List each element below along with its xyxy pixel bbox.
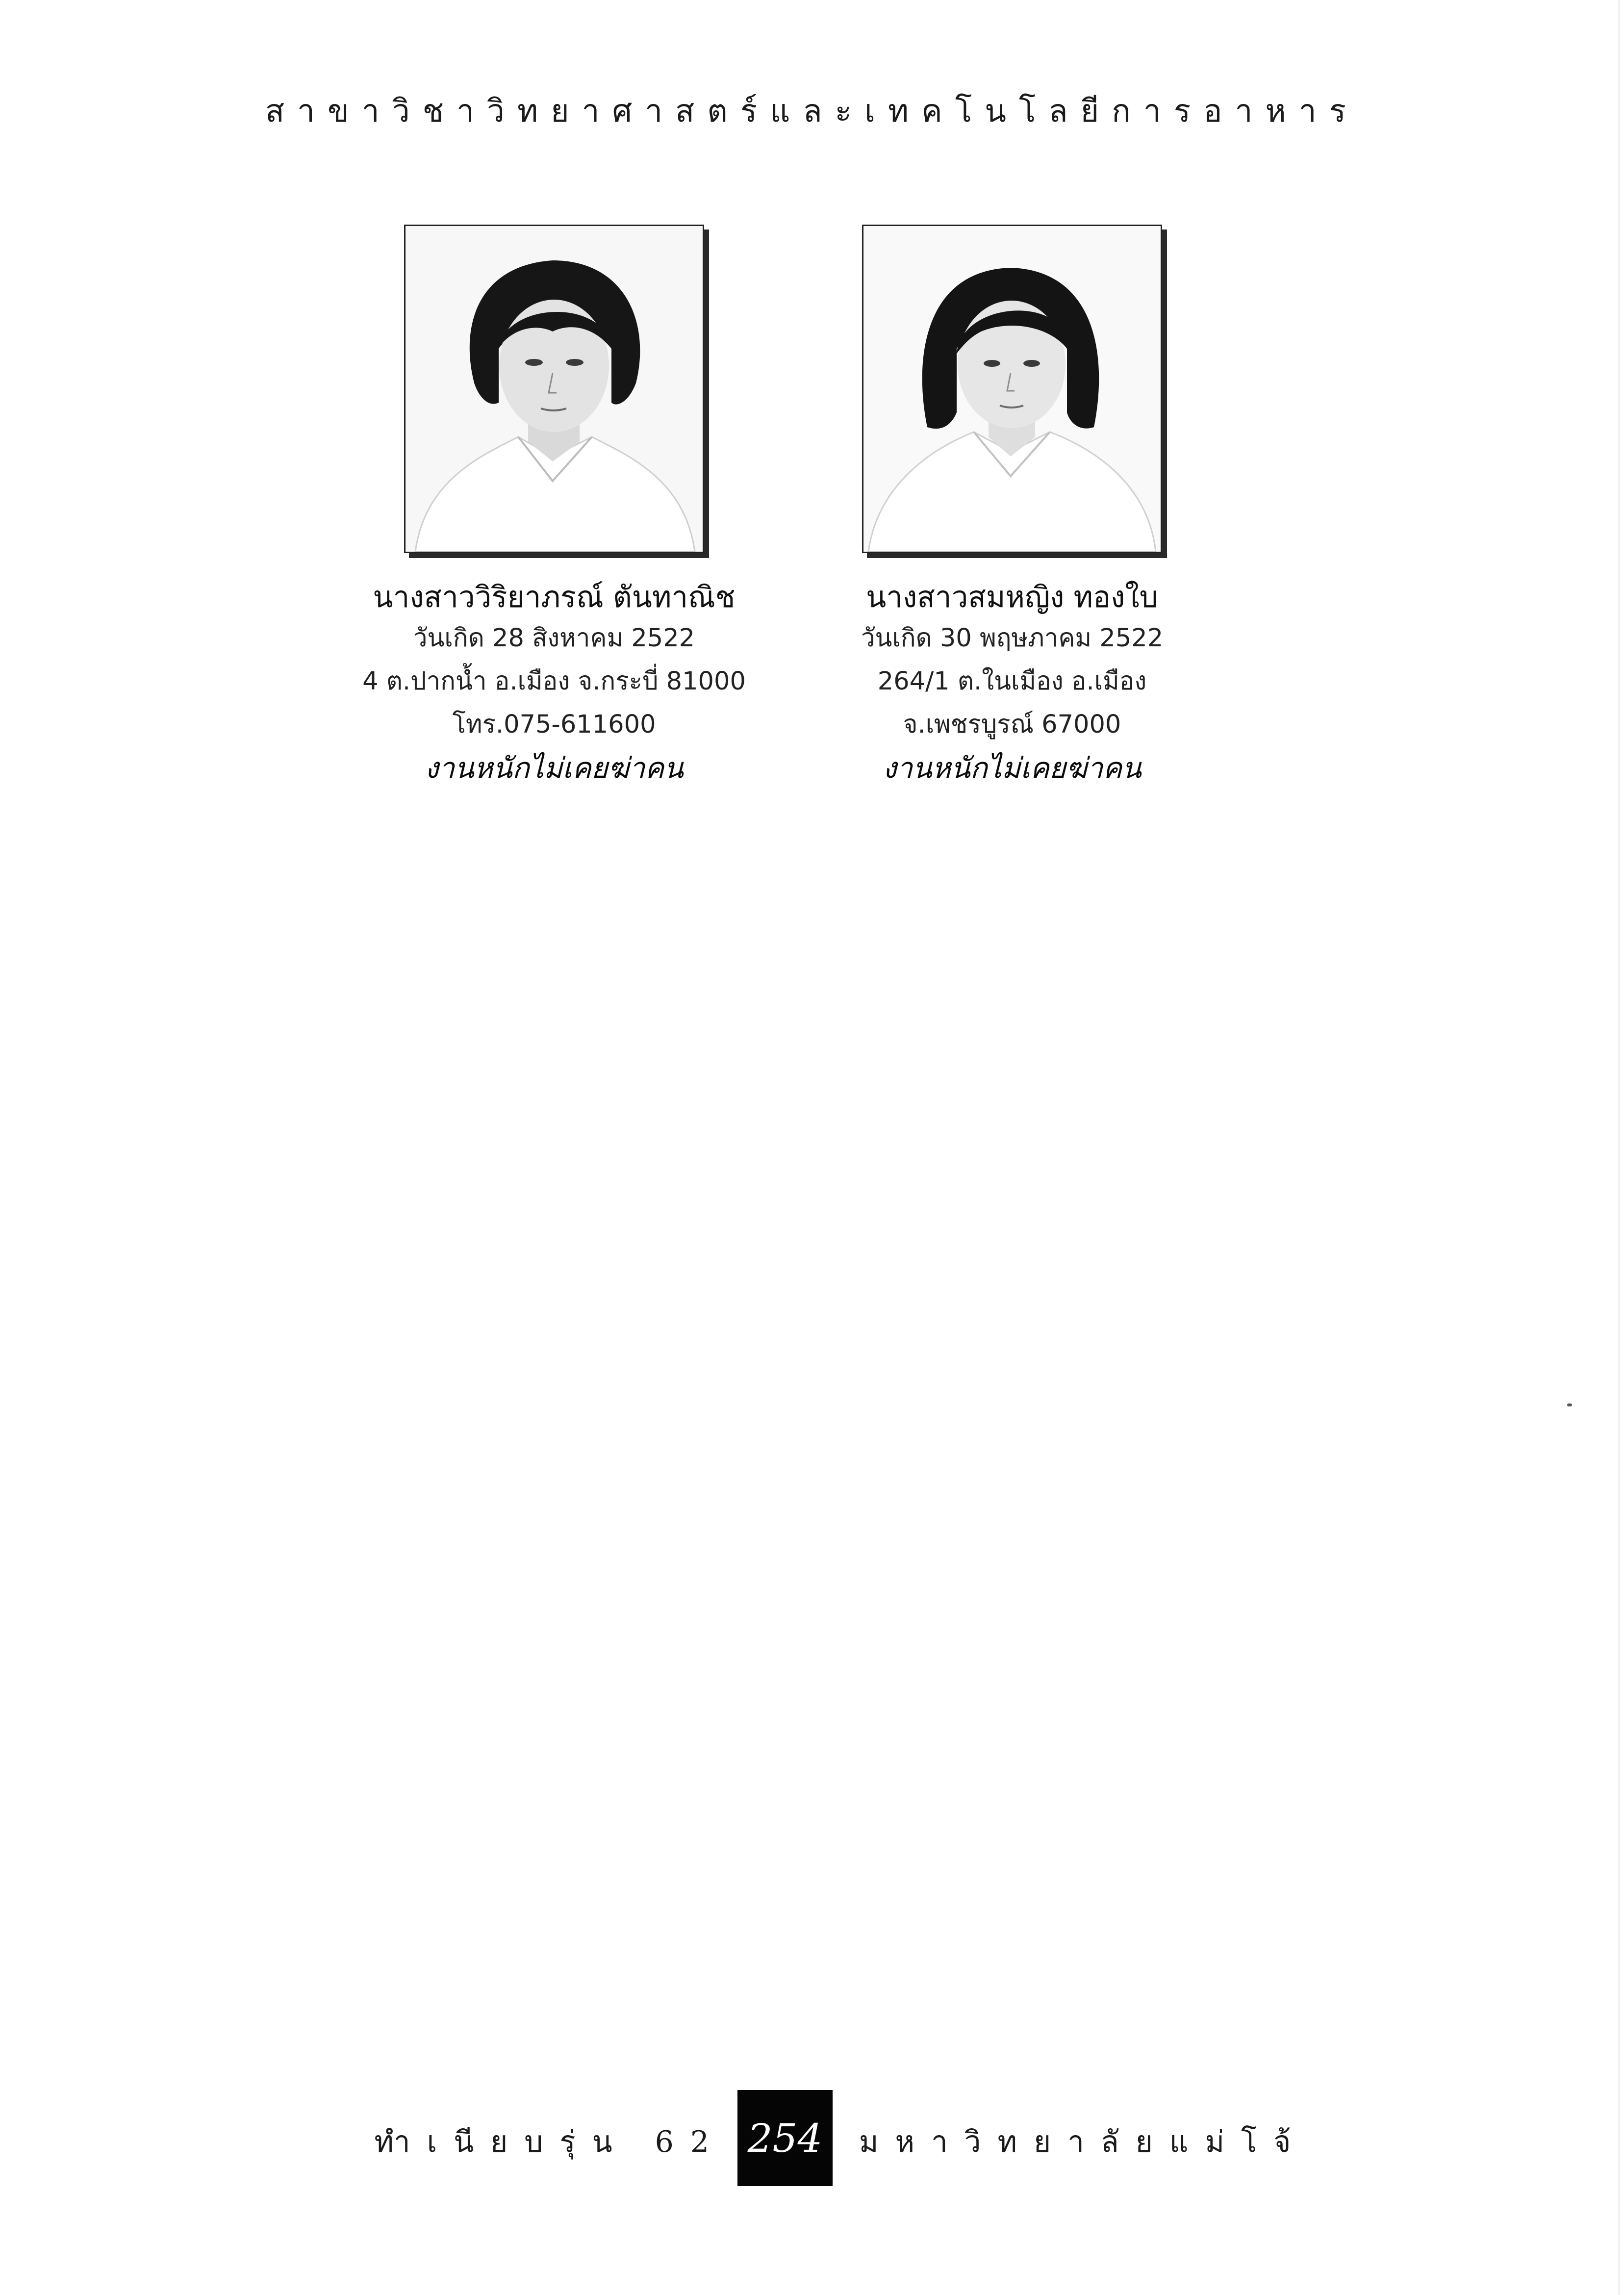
profile-card-left [309, 225, 799, 790]
page-footer [0, 2090, 1624, 2186]
motto-right: งานหนักไม่เคยฆ่าคน [883, 751, 1142, 785]
portrait-image-right [863, 226, 1161, 552]
scan-speck [1567, 1403, 1572, 1406]
motto-left: งานหนักไม่เคยฆ่าคน [425, 751, 684, 785]
page-header: สาขาวิชาวิทยาศาสตร์และเทคโนโลยีการอาหาร [265, 93, 1359, 129]
portrait-image-left [406, 226, 703, 552]
page-number: 254 [737, 2090, 833, 2186]
scan-edge-line [1618, 0, 1620, 2295]
person-name-left: นางสาววิริยาภรณ์ ตันทาณิช [373, 580, 736, 614]
address-line2-left: โทร.075-611600 [452, 710, 656, 739]
portrait-photo-right [862, 225, 1162, 553]
address-line1-right: 264/1 ต.ในเมือง อ.เมือง [877, 667, 1147, 696]
profile-card-right [767, 225, 1257, 790]
address-line2-right: จ.เพชรบูรณ์ 67000 [903, 710, 1121, 739]
person-name-right: นางสาวสมหญิง ทองใบ [866, 580, 1158, 614]
address-line1-left: 4 ต.ปากน้ำ อ.เมือง จ.กระบี่ 81000 [362, 667, 746, 696]
birth-date-right: วันเกิด 30 พฤษภาคม 2522 [861, 624, 1164, 653]
birth-date-left: วันเกิด 28 สิงหาคม 2522 [413, 624, 695, 653]
footer-university-name: มหาวิทยาลัยแม่โจ้ [859, 2125, 1308, 2159]
portrait-photo-left [404, 225, 704, 553]
footer-yearbook-title: ทำเนียบรุ่น 62 [374, 2125, 726, 2159]
